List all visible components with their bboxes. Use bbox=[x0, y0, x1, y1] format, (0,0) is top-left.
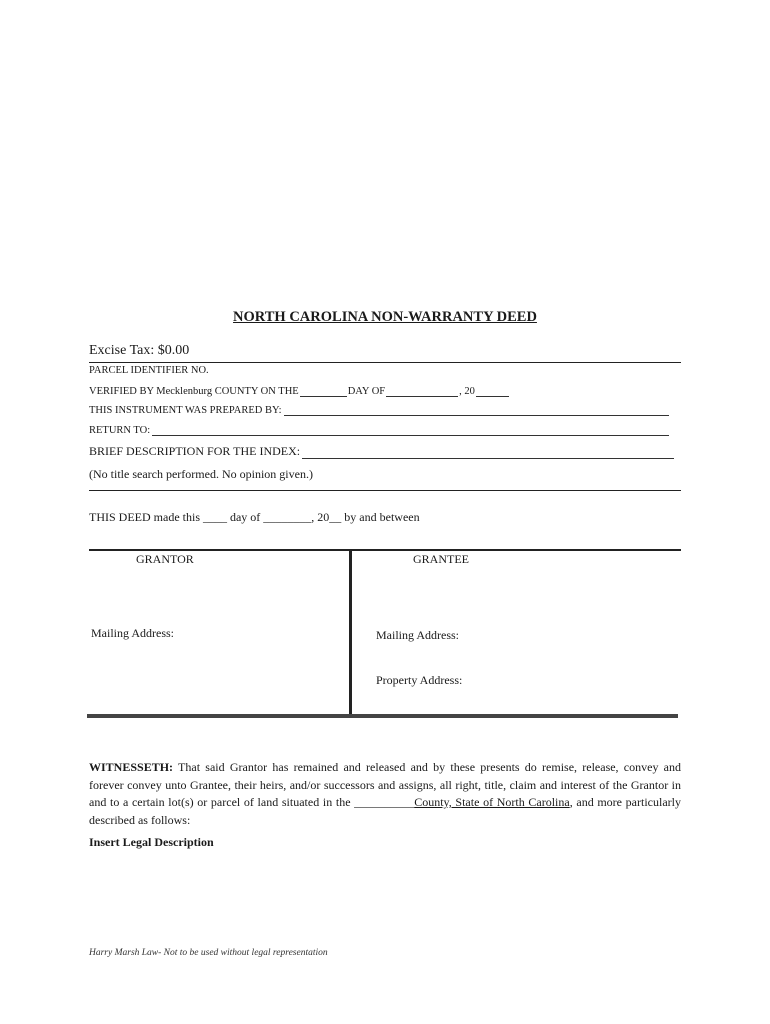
verified-year-blank bbox=[476, 385, 509, 397]
parcel-identifier-label: PARCEL IDENTIFIER NO. bbox=[89, 365, 209, 376]
return-to-blank bbox=[152, 424, 669, 436]
footer-disclaimer: Harry Marsh Law- Not to be used without legal representation bbox=[89, 948, 328, 958]
witnesseth-paragraph bbox=[89, 759, 681, 829]
parties-bottom-rule bbox=[87, 714, 678, 718]
header-divider bbox=[89, 362, 681, 363]
brief-description-blank bbox=[302, 447, 674, 459]
document-title: NORTH CAROLINA NON-WARRANTY DEED bbox=[233, 309, 537, 325]
witnesseth-text-a: That said Grantor has remained and released and by these presents do remise, release, convey and forever convey unto Grantee, their heirs, and/or successors and assigns, all right, title, claim and interest of the Grantor in and to a certain lot(s) or parcel of land situated in the __________ bbox=[89, 760, 681, 809]
section-divider bbox=[89, 490, 681, 491]
brief-description-label: BRIEF DESCRIPTION FOR THE INDEX: bbox=[89, 444, 301, 458]
verified-month-blank bbox=[386, 385, 458, 397]
return-to-line bbox=[89, 424, 669, 436]
verified-day-blank bbox=[300, 385, 347, 397]
verified-day-of-label: DAY OF bbox=[347, 386, 386, 397]
grantee-mailing-address-label: Mailing Address: bbox=[376, 628, 459, 642]
deed-made-line: THIS DEED made this ____ day of ________, 20__ by and between bbox=[89, 510, 420, 524]
witnesseth-label: WITNESSETH: bbox=[89, 760, 174, 774]
no-title-search-note: (No title search performed. No opinion given.) bbox=[89, 467, 313, 481]
witnesseth-text-b: , and more particularly described as follows: bbox=[89, 795, 681, 827]
verified-label: VERIFIED BY Mecklenburg COUNTY ON THE bbox=[89, 386, 299, 397]
verified-line bbox=[89, 385, 510, 397]
verified-year-label: , 20 bbox=[459, 386, 475, 397]
grantor-mailing-address-label: Mailing Address: bbox=[91, 626, 174, 640]
parties-center-divider bbox=[349, 549, 352, 717]
prepared-by-label: THIS INSTRUMENT WAS PREPARED BY: bbox=[89, 405, 282, 416]
excise-tax: Excise Tax: $0.00 bbox=[89, 343, 190, 358]
grantee-property-address-label: Property Address: bbox=[376, 673, 463, 687]
legal-description-heading: Insert Legal Description bbox=[89, 835, 214, 849]
grantor-heading: GRANTOR bbox=[136, 552, 194, 566]
witnesseth-county: County, State of North Carolina bbox=[414, 795, 570, 809]
prepared-by-blank bbox=[284, 404, 669, 416]
return-to-label: RETURN TO: bbox=[89, 425, 151, 436]
brief-description-line bbox=[89, 444, 674, 459]
parties-top-rule bbox=[89, 549, 681, 551]
prepared-by-line bbox=[89, 404, 669, 416]
grantee-heading: GRANTEE bbox=[413, 552, 469, 566]
